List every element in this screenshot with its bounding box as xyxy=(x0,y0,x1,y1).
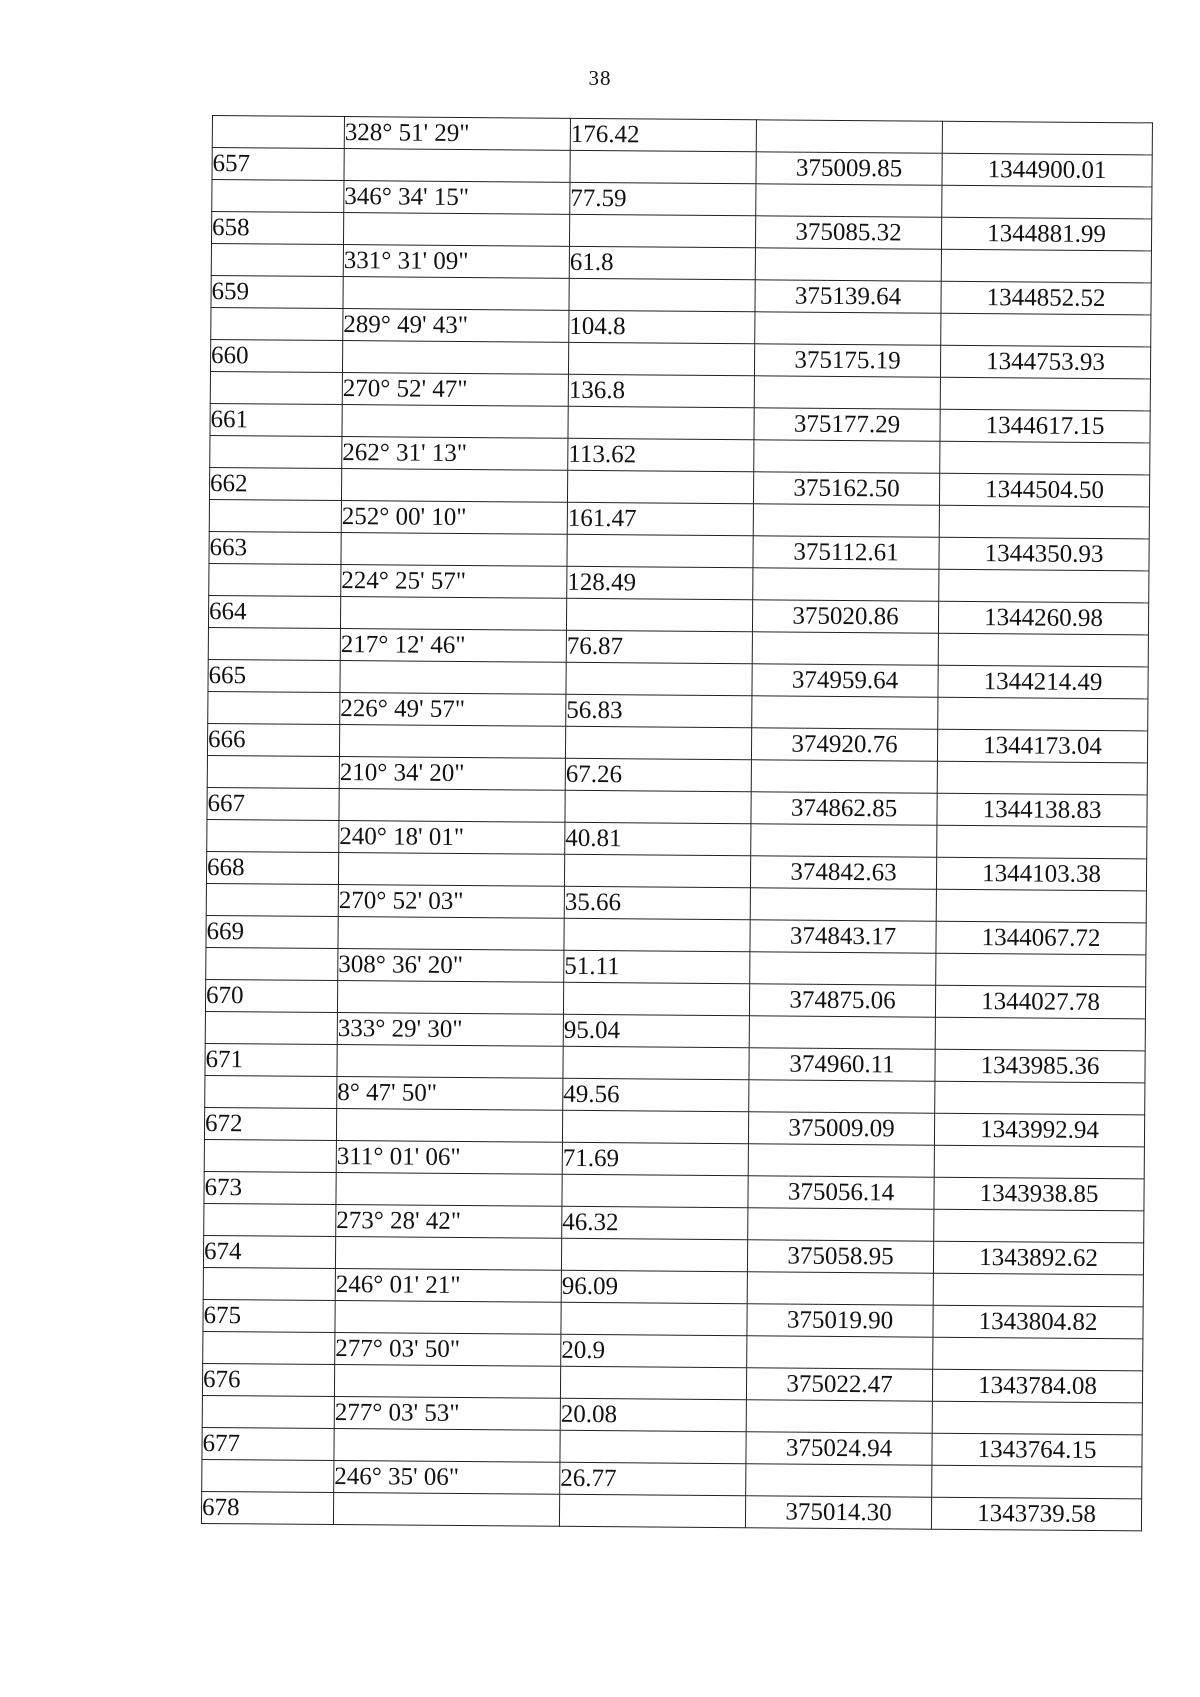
northing-cell: 375112.61 xyxy=(753,536,939,569)
northing-cell xyxy=(750,952,936,985)
northing-cell: 375056.14 xyxy=(748,1176,934,1209)
distance-cell: 128.49 xyxy=(567,566,753,599)
easting-cell: 1343938.85 xyxy=(934,1177,1144,1211)
northing-cell xyxy=(750,888,936,921)
easting-cell xyxy=(942,121,1152,155)
northing-cell: 375022.47 xyxy=(746,1368,932,1401)
station-cell: 664 xyxy=(208,595,340,628)
bearing-cell xyxy=(340,597,566,631)
northing-cell xyxy=(755,248,941,281)
station-cell xyxy=(204,1203,336,1236)
bearing-cell: 8° 47' 50" xyxy=(337,1077,563,1111)
station-cell xyxy=(210,435,342,468)
bearing-cell xyxy=(344,149,570,183)
bearing-cell xyxy=(337,981,563,1015)
distance-cell: 26.77 xyxy=(560,1462,746,1495)
bearing-cell: 270° 52' 47" xyxy=(342,373,568,407)
northing-cell: 375177.29 xyxy=(754,408,940,441)
distance-cell xyxy=(563,982,749,1015)
station-cell xyxy=(208,627,340,660)
easting-cell xyxy=(933,1273,1143,1307)
northing-cell xyxy=(747,1272,933,1305)
traverse-table-body xyxy=(201,116,1152,1531)
northing-cell xyxy=(749,1080,935,1113)
northing-cell: 375020.86 xyxy=(752,600,938,633)
station-cell xyxy=(207,755,339,788)
easting-cell: 1343992.94 xyxy=(934,1113,1144,1147)
station-cell: 675 xyxy=(203,1299,335,1332)
northing-cell: 375085.32 xyxy=(755,216,941,249)
bearing-cell xyxy=(341,533,567,567)
distance-cell: 67.26 xyxy=(565,758,751,791)
distance-cell xyxy=(565,726,751,759)
station-cell xyxy=(210,371,342,404)
distance-cell: 95.04 xyxy=(563,1014,749,1047)
easting-cell xyxy=(934,1209,1144,1243)
bearing-cell xyxy=(342,405,568,439)
northing-cell: 374842.63 xyxy=(750,856,936,889)
easting-cell: 1344852.52 xyxy=(941,281,1151,315)
easting-cell: 1344027.78 xyxy=(935,985,1145,1019)
station-cell xyxy=(212,180,344,213)
bearing-cell xyxy=(336,1109,562,1143)
distance-cell xyxy=(570,150,756,183)
station-cell xyxy=(212,116,344,149)
easting-cell: 1343985.36 xyxy=(935,1049,1145,1083)
distance-cell: 104.8 xyxy=(569,310,755,343)
distance-cell: 96.09 xyxy=(561,1270,747,1303)
distance-cell xyxy=(567,470,753,503)
bearing-cell xyxy=(342,341,568,375)
bearing-cell xyxy=(338,853,564,887)
station-cell xyxy=(209,563,341,596)
northing-cell: 375162.50 xyxy=(753,472,939,505)
station-cell xyxy=(202,1459,334,1492)
easting-cell xyxy=(934,1145,1144,1179)
distance-cell: 35.66 xyxy=(564,886,750,919)
station-cell: 668 xyxy=(206,851,338,884)
distance-cell: 71.69 xyxy=(562,1142,748,1175)
easting-cell: 1344103.38 xyxy=(936,857,1146,891)
bearing-cell: 333° 29' 30" xyxy=(337,1013,563,1047)
distance-cell: 136.8 xyxy=(568,374,754,407)
station-cell: 677 xyxy=(202,1427,334,1460)
station-cell: 669 xyxy=(206,915,338,948)
easting-cell xyxy=(935,1081,1145,1115)
easting-cell: 1344504.50 xyxy=(939,473,1149,507)
distance-cell: 113.62 xyxy=(568,438,754,471)
easting-cell xyxy=(935,1017,1145,1051)
easting-cell: 1344138.83 xyxy=(937,793,1147,827)
northing-cell: 375175.19 xyxy=(754,344,940,377)
traverse-table xyxy=(201,115,1153,1531)
easting-cell xyxy=(932,1465,1142,1499)
station-cell: 659 xyxy=(211,275,343,308)
easting-cell xyxy=(940,377,1150,411)
easting-cell xyxy=(937,825,1147,859)
bearing-cell: 328° 51' 29" xyxy=(344,117,570,151)
station-cell: 658 xyxy=(211,212,343,245)
distance-cell xyxy=(569,278,755,311)
distance-cell xyxy=(562,1110,748,1143)
easting-cell xyxy=(936,889,1146,923)
easting-cell: 1343804.82 xyxy=(933,1305,1143,1339)
distance-cell xyxy=(568,342,754,375)
easting-cell xyxy=(932,1401,1142,1435)
traverse-table-container xyxy=(201,115,1152,1531)
station-cell xyxy=(205,1075,337,1108)
bearing-cell: 210° 34' 20" xyxy=(339,757,565,791)
distance-cell xyxy=(564,854,750,887)
northing-cell: 374843.17 xyxy=(750,920,936,953)
distance-cell xyxy=(564,918,750,951)
easting-cell: 1344753.93 xyxy=(940,345,1150,379)
bearing-cell: 224° 25' 57" xyxy=(341,565,567,599)
page-number: 38 xyxy=(588,66,612,90)
easting-cell xyxy=(939,505,1149,539)
bearing-cell xyxy=(335,1237,561,1271)
station-cell: 678 xyxy=(201,1491,333,1524)
distance-cell xyxy=(561,1302,747,1335)
station-cell: 667 xyxy=(207,787,339,820)
distance-cell xyxy=(565,790,751,823)
easting-cell: 1344881.99 xyxy=(941,217,1151,251)
bearing-cell: 289° 49' 43" xyxy=(343,309,569,343)
station-cell xyxy=(202,1395,334,1428)
distance-cell: 49.56 xyxy=(563,1078,749,1111)
easting-cell: 1343784.08 xyxy=(932,1369,1142,1403)
northing-cell xyxy=(748,1144,934,1177)
bearing-cell: 331° 31' 09" xyxy=(343,245,569,279)
distance-cell xyxy=(560,1366,746,1399)
northing-cell xyxy=(752,696,938,729)
station-cell: 674 xyxy=(203,1235,335,1268)
station-cell: 660 xyxy=(210,339,342,372)
distance-cell: 20.08 xyxy=(560,1398,746,1431)
station-cell xyxy=(206,947,338,980)
northing-cell xyxy=(751,824,937,857)
bearing-cell xyxy=(339,725,565,759)
bearing-cell xyxy=(341,469,567,503)
bearing-cell: 270° 52' 03" xyxy=(338,885,564,919)
distance-cell xyxy=(563,1046,749,1079)
northing-cell xyxy=(746,1400,932,1433)
station-row xyxy=(201,1491,1141,1530)
northing-cell: 374875.06 xyxy=(749,984,935,1017)
easting-cell xyxy=(941,249,1151,283)
northing-cell: 375009.85 xyxy=(756,152,942,185)
distance-cell: 51.11 xyxy=(564,950,750,983)
station-cell: 676 xyxy=(202,1363,334,1396)
northing-cell: 374959.64 xyxy=(752,664,938,697)
northing-cell: 374960.11 xyxy=(749,1048,935,1081)
station-cell: 662 xyxy=(209,467,341,500)
easting-cell: 1343892.62 xyxy=(933,1241,1143,1275)
easting-cell xyxy=(942,185,1152,219)
northing-cell: 375058.95 xyxy=(747,1240,933,1273)
station-cell: 661 xyxy=(210,403,342,436)
northing-cell: 375024.94 xyxy=(746,1432,932,1465)
northing-cell: 374920.76 xyxy=(751,728,937,761)
easting-cell xyxy=(938,633,1148,667)
station-cell: 657 xyxy=(212,148,344,181)
distance-cell: 161.47 xyxy=(567,502,753,535)
northing-cell: 375019.90 xyxy=(747,1304,933,1337)
distance-cell: 76.87 xyxy=(566,630,752,663)
distance-cell xyxy=(568,406,754,439)
easting-cell: 1344617.15 xyxy=(940,409,1150,443)
northing-cell xyxy=(756,184,942,217)
station-cell: 671 xyxy=(205,1043,337,1076)
station-cell xyxy=(206,883,338,916)
bearing-cell: 277° 03' 50" xyxy=(335,1333,561,1367)
bearing-cell: 273° 28' 42" xyxy=(336,1205,562,1239)
easting-cell: 1344067.72 xyxy=(936,921,1146,955)
bearing-cell xyxy=(336,1173,562,1207)
bearing-cell: 346° 34' 15" xyxy=(344,181,570,215)
bearing-cell: 308° 36' 20" xyxy=(338,949,564,983)
bearing-cell: 277° 03' 53" xyxy=(334,1397,560,1431)
station-cell: 666 xyxy=(207,723,339,756)
station-cell xyxy=(209,499,341,532)
bearing-cell: 252° 00' 10" xyxy=(341,501,567,535)
easting-cell: 1344900.01 xyxy=(942,153,1152,187)
bearing-cell xyxy=(334,1365,560,1399)
northing-cell xyxy=(753,568,939,601)
station-cell xyxy=(203,1331,335,1364)
station-cell xyxy=(203,1267,335,1300)
bearing-cell xyxy=(335,1301,561,1335)
easting-cell xyxy=(937,761,1147,795)
station-cell: 670 xyxy=(205,979,337,1012)
easting-cell xyxy=(940,441,1150,475)
bearing-cell xyxy=(339,789,565,823)
bearing-cell: 226° 49' 57" xyxy=(340,693,566,727)
distance-cell xyxy=(562,1174,748,1207)
station-cell xyxy=(205,1011,337,1044)
station-cell: 665 xyxy=(208,659,340,692)
northing-cell xyxy=(752,632,938,665)
bearing-cell xyxy=(340,661,566,695)
northing-cell xyxy=(755,312,941,345)
bearing-cell xyxy=(333,1492,559,1526)
northing-cell xyxy=(747,1336,933,1369)
northing-cell xyxy=(749,1016,935,1049)
distance-cell xyxy=(569,214,755,247)
bearing-cell: 240° 18' 01" xyxy=(339,821,565,855)
distance-cell: 77.59 xyxy=(570,182,756,215)
northing-cell: 375139.64 xyxy=(755,280,941,313)
bearing-cell xyxy=(338,917,564,951)
distance-cell: 176.42 xyxy=(570,118,756,151)
distance-cell: 56.83 xyxy=(566,694,752,727)
bearing-cell xyxy=(334,1429,560,1463)
easting-cell: 1343764.15 xyxy=(932,1433,1142,1467)
station-cell xyxy=(204,1139,336,1172)
northing-cell xyxy=(754,440,940,473)
station-cell xyxy=(207,819,339,852)
bearing-cell: 311° 01' 06" xyxy=(336,1141,562,1175)
northing-cell xyxy=(751,760,937,793)
station-cell xyxy=(211,243,343,276)
distance-cell xyxy=(566,662,752,695)
easting-cell: 1344173.04 xyxy=(937,729,1147,763)
bearing-cell xyxy=(343,213,569,247)
easting-cell xyxy=(938,697,1148,731)
bearing-cell: 262° 31' 13" xyxy=(342,437,568,471)
station-cell xyxy=(208,691,340,724)
easting-cell: 1343739.58 xyxy=(931,1497,1141,1531)
northing-cell: 375009.09 xyxy=(748,1112,934,1145)
easting-cell xyxy=(936,953,1146,987)
distance-cell xyxy=(566,598,752,631)
bearing-cell: 217° 12' 46" xyxy=(340,629,566,663)
station-cell: 663 xyxy=(209,531,341,564)
northing-cell xyxy=(754,376,940,409)
distance-cell xyxy=(559,1494,745,1527)
easting-cell: 1344214.49 xyxy=(938,665,1148,699)
easting-cell: 1344350.93 xyxy=(939,537,1149,571)
station-cell: 672 xyxy=(204,1107,336,1140)
bearing-cell: 246° 35' 06" xyxy=(334,1460,560,1494)
station-cell xyxy=(211,307,343,340)
northing-cell: 375014.30 xyxy=(745,1496,931,1529)
bearing-cell xyxy=(337,1045,563,1079)
northing-cell xyxy=(753,504,939,537)
distance-cell: 46.32 xyxy=(562,1206,748,1239)
easting-cell xyxy=(941,313,1151,347)
distance-cell: 20.9 xyxy=(561,1334,747,1367)
easting-cell xyxy=(939,569,1149,603)
distance-cell xyxy=(567,534,753,567)
distance-cell xyxy=(561,1238,747,1271)
northing-cell xyxy=(748,1208,934,1241)
distance-cell: 61.8 xyxy=(569,246,755,279)
northing-cell xyxy=(756,120,942,153)
distance-cell xyxy=(560,1430,746,1463)
northing-cell: 374862.85 xyxy=(751,792,937,825)
distance-cell: 40.81 xyxy=(565,822,751,855)
bearing-cell xyxy=(343,277,569,311)
easting-cell xyxy=(933,1337,1143,1371)
northing-cell xyxy=(746,1464,932,1497)
station-cell: 673 xyxy=(204,1171,336,1204)
easting-cell: 1344260.98 xyxy=(938,601,1148,635)
bearing-cell: 246° 01' 21" xyxy=(335,1269,561,1303)
